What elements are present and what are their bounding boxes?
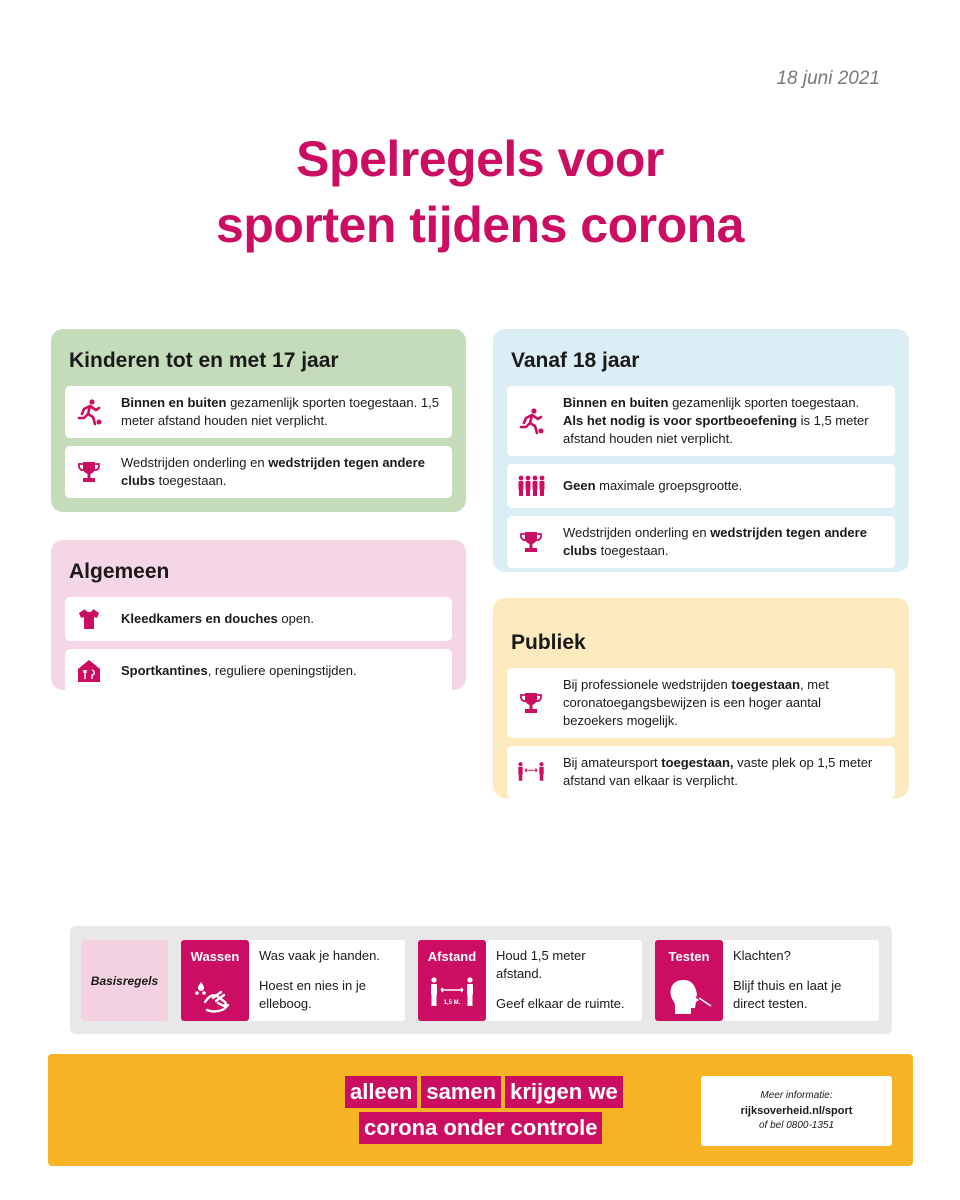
runner-icon [75,398,103,426]
trophy-icon [517,689,545,717]
rule-bold: Sportkantines [121,663,208,678]
rule-bold: Als het nodig is voor sportbeoefening [563,413,798,428]
rule-card [507,516,895,568]
date: 18 juni 2021 [776,68,880,89]
rule-wassen [181,940,405,1021]
rule-card [65,386,452,438]
distance-icon [517,758,545,786]
rule-text: Blijf thuis en laat je direct testen. [733,978,842,1011]
test-swab-icon [665,976,713,1016]
rule-bold: Geen [563,478,596,493]
rule-text: Was vaak je handen. [259,948,380,963]
rule-bold: Kleedkamers en douches [121,611,278,626]
rule-afstand [418,940,642,1021]
rule-text: Bij amateursport [563,755,662,770]
rule-text: Bij professionele wedstrijden [563,677,732,692]
rule-bold: Binnen en buiten [563,395,669,410]
info-box [701,1076,892,1146]
slogan-word: alleen [345,1076,417,1108]
wassen-badge [181,940,249,1021]
trophy-icon [517,528,545,556]
panel-algemeen [51,540,466,690]
panel-heading: Algemeen [69,560,170,583]
rule-text: , reguliere openingstijden. [207,663,357,678]
title-line-2: sporten tijdens corona [216,197,744,253]
slogan-word: samen [421,1076,501,1108]
hand-wash-icon [191,976,239,1016]
panel-heading: Vanaf 18 jaar [511,349,640,372]
shirt-icon [75,605,103,633]
rule-text: open. [277,611,314,626]
rule-text: gezamenlijk sporten toegestaan. [668,395,860,410]
testen-badge [655,940,723,1021]
rule-bold: Binnen en buiten [121,395,227,410]
rule-card [507,464,895,508]
wassen-badge-label: Wassen [190,949,240,964]
rule-bold: wedstrijden tegen andere clubs [121,455,425,488]
rule-text: Klachten? [733,948,791,963]
panel-kinderen [51,329,466,512]
basisregels-bar [70,926,892,1034]
footer-banner [48,1054,913,1166]
rule-text: toegestaan. [596,543,669,558]
info-link[interactable]: rijksoverheid.nl/sport [740,1105,853,1117]
slogan-word: krijgen we [505,1076,623,1108]
rule-bold: toegestaan, [661,755,734,770]
afstand-badge [418,940,486,1021]
canteen-icon [75,657,103,685]
rule-text: Hoest en nies in je elleboog. [259,978,366,1011]
rule-text: gezamenlijk sporten toegestaan. 1,5 meter afstand houden niet verplicht. [121,395,439,428]
rule-card [65,597,452,641]
trophy-icon [75,458,103,486]
info-label: Meer informatie: [760,1090,833,1101]
page-title [0,126,960,258]
rule-text: Geef elkaar de ruimte. [496,996,625,1011]
group-icon [517,472,545,500]
rule-text: Wedstrijden onderling en [563,525,711,540]
panel-publiek [493,598,909,798]
info-phone: of bel 0800-1351 [758,1120,835,1131]
panel-vanaf-18 [493,329,909,572]
rule-text: Houd 1,5 meter afstand. [496,948,586,981]
rule-text: , met coronatoegangsbewijzen is een hoger aantal bezoekers mogelijk. [563,677,829,728]
rule-testen [655,940,879,1021]
afstand-badge-label: Afstand [427,949,477,964]
runner-icon [517,407,545,435]
rule-card [507,386,895,456]
rule-text: vaste plek op 1,5 meter afstand van elkaar is verplicht. [563,755,873,788]
rule-card [507,746,895,798]
distance-icon [428,976,476,1016]
slogan-line-2: corona onder controle [359,1112,602,1144]
panel-heading: Kinderen tot en met 17 jaar [69,349,339,372]
rule-card [507,668,895,738]
rule-card [65,649,452,693]
basisregels-label: Basisregels [81,940,168,1021]
rule-text: maximale groepsgrootte. [595,478,743,493]
rule-text: is 1,5 meter afstand houden niet verplicht. [563,413,869,446]
distance-label: 1,5 M. [443,1000,461,1006]
rule-bold: toegestaan [731,677,801,692]
slogan [345,1076,623,1148]
rule-card [65,446,452,498]
rule-text: toegestaan. [154,473,227,488]
title-line-1: Spelregels voor [296,131,664,187]
panel-heading: Publiek [511,631,586,654]
rule-text: Wedstrijden onderling en [121,455,269,470]
rule-bold: wedstrijden tegen andere clubs [563,525,867,558]
testen-badge-label: Testen [668,949,710,964]
